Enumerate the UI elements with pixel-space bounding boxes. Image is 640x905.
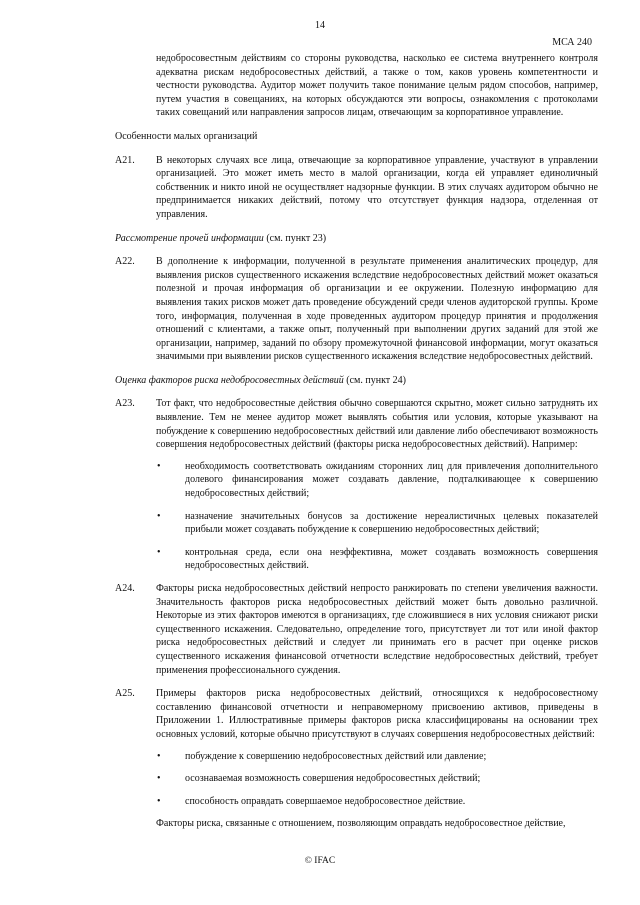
paragraph-a25: [115, 687, 598, 741]
bullet-icon: •: [157, 460, 161, 472]
bullet-icon: •: [157, 773, 161, 785]
section-title: Оценка факторов риска недобросовестных действий: [115, 374, 344, 386]
paragraph-number: A24.: [115, 583, 135, 594]
paragraph-a25-tail: Факторы риска, связанные с отношением, позволяющим оправдать недобросовестное действие,: [156, 818, 566, 830]
paragraph-text: В дополнение к информации, полученной в результате применения аналитических процедур, для выявления рисков существенного искажения вследствие недобросовестных действий может оказаться полезной и прочая информация об организации и ее окружении. Полезную информацию для выявления таких рисков может дать проведение обсуждений среди членов аудиторской группы. Кроме того, информация, полученная в ходе проведенных аудитором процедур принятия и продолжения отношений с клиентами, а также опыт, полученный при выполнении других заданий для этой же организации, например, заданий по обзору промежуточной финансовой информации, могут оказаться значимыми при выявлении рисков существенного искажения вследствие недобросовестных действий.: [156, 256, 598, 363]
bullet-list-a25: [156, 750, 598, 809]
paragraph-text: В некоторых случаях все лица, отвечающие за корпоративное управление, участвуют в управлении организацией. Это может иметь место в малой организации, когда ей управляет единоличный собственник и никто иной не осуществляет надзорные функции. В этих случаях аудитором обычно не предпринимается никаких действий, потому что отсутствует функция надзора, отделенная от управления.: [156, 154, 598, 220]
page-content: [115, 52, 598, 831]
section-heading-other-info: [115, 232, 598, 246]
bullet-list-a23: [156, 460, 598, 573]
section-reference: (см. пункт 23): [263, 232, 327, 244]
list-item-text: контрольная среда, если она неэффективна, может создавать возможность совершения недобросовестных действий.: [185, 546, 598, 572]
copyright-footer: © IFAC: [304, 856, 336, 866]
paragraph-text: Факторы риска недобросовестных действий непросто ранжировать по степени увеличения важности. Значительность факторов риска недобросовестных действий может быть довольно различной. Некоторые из этих факторов имеются в организациях, где сложившиеся в них условия снижают риски существенного искажения. Следовательно, определение того, присутствует ли тот или иной фактор риска недобросовестных действий и следует ли принимать его в расчет при оценке рисков существенного искажения финансовой отчетности вследствие недобросовестных действий, требует применения профессионального суждения.: [156, 583, 598, 676]
list-item: [156, 750, 598, 764]
list-item: [156, 546, 598, 573]
paragraph-a21: [115, 154, 598, 222]
list-item: [156, 510, 598, 537]
section-heading-risk-factors: [115, 374, 598, 388]
paragraph-a22: [115, 255, 598, 364]
page-number: 14: [315, 20, 325, 31]
paragraph-number: A22.: [115, 256, 135, 268]
list-item: [156, 795, 598, 809]
paragraph-number: A21.: [115, 154, 135, 166]
list-item-text: осознаваемая возможность совершения недобросовестных действий;: [185, 773, 481, 785]
bullet-icon: •: [157, 750, 161, 762]
list-item-text: способность оправдать совершаемое недобросовестное действие.: [185, 795, 466, 807]
section-reference: (см. пункт 24): [343, 374, 407, 386]
continuation-paragraph: недобросовестным действиям со стороны руководства, насколько ее система внутреннего контроля адекватна рискам недобросовестных действий, а также о том, каков уровень компетентности и честности руководства. Аудитор может получить такое понимание целым рядом способов, например, путем участия в совещаниях, на которых обсуждаются эти вопросы, ознакомления с протоколами таких совещаний или направления запросов лицам, отвечающим за корпоративное управление.: [156, 53, 598, 119]
list-item-text: назначение значительных бонусов за достижение нереалистичных целевых показателей прибыли может создавать побуждение к совершению недобросовестных действий;: [185, 510, 598, 536]
paragraph-number: A23.: [115, 398, 135, 410]
paragraph-a23: [115, 397, 598, 451]
bullet-icon: •: [157, 510, 161, 522]
paragraph-text: Тот факт, что недобросовестные действия обычно совершаются скрытно, может сильно затруднять их выявление. Тем не менее аудитор может выявлять события или условия, которые указывают на побуждение к совершению недобросовестных действий или давление либо обеспечивают возможность совершения недобросовестных действий (факторы риска недобросовестных действий). Например:: [156, 398, 598, 451]
bullet-icon: •: [157, 546, 161, 558]
list-item-text: необходимость соответствовать ожиданиям сторонних лиц для привлечения дополнительного долевого финансирования может создавать давление, подталкивающее к совершению недобросовестных действий;: [185, 460, 598, 500]
paragraph-number: A25.: [115, 688, 135, 700]
standard-code: МСА 240: [552, 37, 592, 48]
list-item: [156, 460, 598, 501]
list-item-text: побуждение к совершению недобросовестных действий или давление;: [185, 750, 487, 762]
section-title: Рассмотрение прочей информации: [115, 232, 264, 244]
bullet-icon: •: [157, 795, 161, 807]
paragraph-text: Примеры факторов риска недобросовестных действий, относящихся к недобросовестному составлению финансовой отчетности и неправомерному присвоению активов, приведены в Приложении 1. Иллюстративные примеры факторов риска классифицированы на основании трех основных условий, которые обычно присутствуют в случаях совершения недобросовестных действий:: [156, 688, 598, 740]
paragraph-a24: [115, 582, 598, 677]
section-heading-small-entities: Особенности малых организаций: [115, 130, 258, 142]
list-item: [156, 772, 598, 786]
